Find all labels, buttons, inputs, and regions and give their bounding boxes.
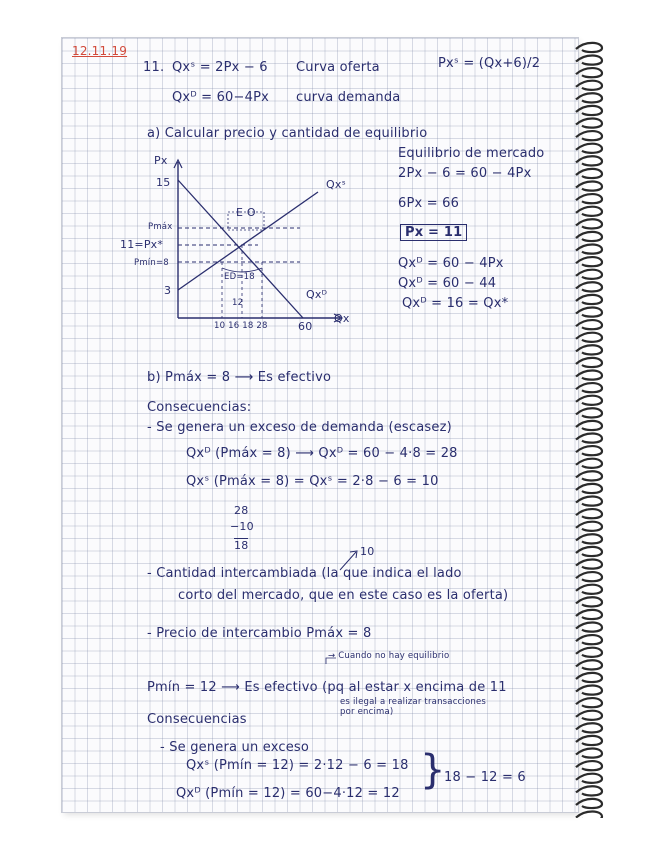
spiral-coil (576, 786, 602, 795)
spiral-coil (576, 748, 602, 757)
subtraction-top: 28 (234, 504, 249, 517)
supply-label: Curva oferta (296, 60, 380, 75)
subtraction-middle: −10 (230, 520, 254, 533)
brace-result: 18 − 12 = 6 (444, 770, 526, 785)
spiral-coil (576, 572, 602, 581)
part-a-heading: a) Calcular precio y cantidad de equilibrio (147, 126, 428, 141)
consequence-line-3: Qxˢ (Pmáx = 8) = Qxˢ = 2·8 − 6 = 10 (186, 474, 439, 489)
spiral-coil (576, 307, 602, 316)
spiral-coil (576, 660, 602, 669)
spiral-coil (576, 534, 602, 543)
part-b-heading: b) Pmáx = 8 ⟶ Es efectivo (147, 370, 332, 385)
equilibrium-step-4: Qxᴰ = 60 − 44 (398, 276, 497, 291)
demand-label: curva demanda (296, 90, 401, 105)
spiral-coil (576, 219, 602, 228)
spiral-coil (576, 333, 602, 342)
consequence-line-2: Qxᴰ (Pmáx = 8) ⟶ Qxᴰ = 60 − 4·8 = 28 (186, 446, 458, 461)
spiral-coil (576, 169, 602, 178)
spiral-coil (576, 648, 602, 657)
spiral-coil (576, 610, 602, 619)
spiral-coil (576, 55, 602, 64)
consequence-line-5: corto del mercado, que en este caso es la oferta) (178, 588, 509, 603)
supply-curve-label: Qxˢ (326, 178, 346, 191)
spiral-coil (576, 257, 602, 266)
spiral-coil (576, 370, 602, 379)
demand-equation: Qxᴰ = 60−4Px (172, 90, 270, 105)
spiral-coil (576, 144, 602, 153)
y-tick-3: 3 (164, 284, 172, 297)
spiral-coil (576, 509, 602, 518)
spiral-coil (576, 421, 602, 430)
spiral-coil (576, 459, 602, 468)
consequence-line-8: - Se genera un exceso (160, 740, 310, 755)
spiral-coil (576, 131, 602, 140)
spiral-coil (576, 585, 602, 594)
eq-box-label: E O (236, 206, 256, 219)
x-ticks: 10 16 18 28 (214, 321, 268, 331)
spiral-coil (576, 194, 602, 203)
spiral-coil (576, 358, 602, 367)
spiral-coil (576, 408, 602, 417)
spiral-binding (572, 38, 612, 818)
equilibrium-step-3: Qxᴰ = 60 − 4Px (398, 256, 504, 271)
spiral-coil (576, 622, 602, 631)
date: 12.11.19 (72, 44, 128, 58)
spiral-coil (576, 484, 602, 493)
equilibrium-step-2: 6Px = 66 (398, 196, 460, 211)
spiral-coil (576, 471, 602, 480)
spiral-coil (576, 711, 602, 720)
spiral-coil (576, 68, 602, 77)
problem-number: 11. (143, 60, 165, 75)
spiral-coil (576, 282, 602, 291)
spiral-coil (576, 433, 602, 442)
spiral-coil (576, 232, 602, 241)
spiral-coil (576, 559, 602, 568)
spiral-coil (576, 383, 602, 392)
y-axis-label: Px (154, 154, 168, 167)
consequence-line-7: Pmín = 12 ⟶ Es efectivo (pq al estar x encima de 11 (147, 680, 507, 695)
spiral-coil (576, 635, 602, 644)
spiral-coil (576, 345, 602, 354)
equilibrium-quantity-result: Qxᴰ = 16 = Qx* (402, 296, 509, 311)
spiral-coil (576, 207, 602, 216)
consequence-line-6: - Precio de intercambio Pmáx = 8 (147, 626, 372, 641)
arrow-note: 10 (360, 545, 375, 558)
consequence-line-10: Qxᴰ (Pmín = 12) = 60−4·12 = 12 (176, 786, 400, 801)
supply-equation: Qxˢ = 2Px − 6 (172, 60, 268, 75)
spiral-coil (576, 698, 602, 707)
consequences-title-2: Consecuencias (147, 712, 247, 727)
spiral-coil (576, 774, 602, 783)
note-small-1: es ilegal a realizar transacciones (340, 697, 487, 707)
spiral-coil (576, 181, 602, 190)
y-tick-15: 15 (156, 176, 171, 189)
y-tick-pmax: Pmáx (148, 222, 173, 232)
y-tick-pmin: Pmín=8 (134, 258, 169, 268)
spiral-coil (576, 673, 602, 682)
spiral-coil (576, 685, 602, 694)
spiral-coil (576, 118, 602, 127)
spiral-coil (576, 106, 602, 115)
spiral-coil (576, 320, 602, 329)
spiral-coil (576, 43, 602, 52)
consequence-line-1: - Se genera un exceso de demanda (escasez) (147, 420, 452, 435)
spiral-coil (576, 761, 602, 770)
spiral-coil (576, 244, 602, 253)
x-axis-label: Qx (334, 312, 350, 325)
demand-curve-label: Qxᴰ (306, 288, 328, 301)
spiral-coil (576, 522, 602, 531)
x-tick-60: 60 (298, 320, 313, 333)
spiral-coil (576, 496, 602, 505)
spiral-coil (576, 156, 602, 165)
note-small-2: por encima) (340, 707, 394, 717)
y-tick-equilibrium: 11=Px* (120, 238, 164, 251)
ed-label: ED=18 (224, 272, 255, 282)
note-no-equilibrium: → Cuando no hay equilibrio (328, 651, 450, 661)
spiral-coil (576, 597, 602, 606)
spiral-coil (576, 270, 602, 279)
spiral-coil (576, 811, 602, 818)
subtraction-result: 18 (234, 539, 249, 552)
equilibrium-step-1: 2Px − 6 = 60 − 4Px (398, 166, 532, 181)
spiral-coil (576, 93, 602, 102)
price-inverse: Pxˢ = (Qx+6)/2 (438, 56, 541, 71)
spiral-coil (576, 723, 602, 732)
spiral-coil (576, 446, 602, 455)
spiral-coil (576, 799, 602, 808)
spiral-coil (576, 81, 602, 90)
consequence-line-9: Qxˢ (Pmín = 12) = 2·12 − 6 = 18 (186, 758, 409, 773)
equilibrium-title: Equilibrio de mercado (398, 146, 545, 161)
spiral-coil (576, 736, 602, 745)
equilibrium-price-result: Px = 11 (400, 224, 467, 241)
graph-small-note: 12 (232, 298, 244, 308)
consequences-title: Consecuencias: (147, 400, 252, 415)
consequence-line-4: - Cantidad intercambiada (la que indica el lado (147, 566, 462, 581)
spiral-coil (576, 295, 602, 304)
right-brace: } (420, 747, 446, 793)
spiral-coil (576, 547, 602, 556)
spiral-coil (576, 396, 602, 405)
